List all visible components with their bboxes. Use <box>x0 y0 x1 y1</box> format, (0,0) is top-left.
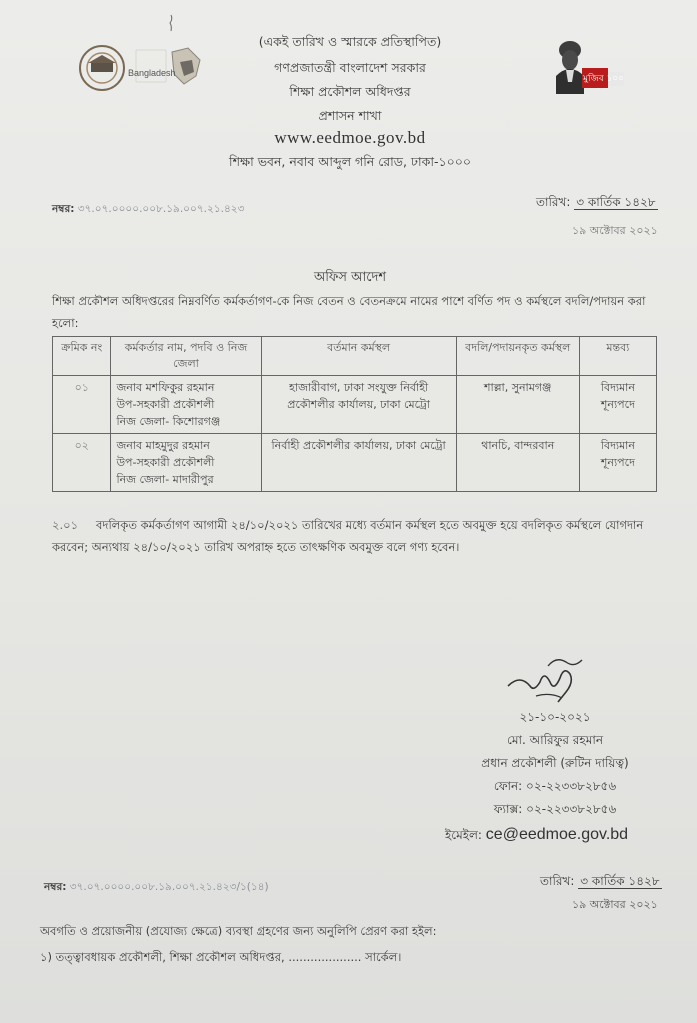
officer-name: জনাব মশফিকুর রহমান <box>116 381 215 394</box>
officer-name: জনাব মাহমুদুর রহমান <box>116 439 210 452</box>
website: www.eedmoe.gov.bd <box>274 128 426 147</box>
memo-date <box>536 194 658 214</box>
para-number: ২.০১ <box>52 518 79 532</box>
header-serial: ক্রমিক নং <box>53 337 111 376</box>
row-current: হাজারীবাগ, ঢাকা সংযুক্ত নির্বাহী প্রকৌশলীর কার্যালয়, ঢাকা মেট্রো <box>261 376 456 434</box>
header-current: বর্তমান কর্মস্থল <box>261 337 456 376</box>
signatory-fax: ফ্যাক্স: ০২-২২৩৩৮২৮৫৬ <box>493 802 617 816</box>
memo-number <box>52 202 244 219</box>
officer-designation: উপ-সহকারী প্রকৌশলী <box>116 456 215 469</box>
dept-name: শিক্ষা প্রকৌশল অধিদপ্তর <box>289 84 411 99</box>
row-officer <box>111 376 261 434</box>
copy-memo-number-value: ৩৭.০৭.০০০০.০০৮.১৯.০০৭.২১.৪২৩/১(১৪) <box>69 881 269 893</box>
joining-instruction <box>52 514 664 558</box>
office-address: শিক্ষা ভবন, নবাব আব্দুল গনি রোড, ঢাকা-১০০০ <box>229 154 471 169</box>
memo-date-english: ১৯ অক্টোবর ২০২১ <box>572 224 658 237</box>
signature-block <box>440 706 670 821</box>
row-serial: ০২ <box>53 434 111 492</box>
officer-district: নিজ জেলা- কিশোরগঞ্জ <box>116 415 221 428</box>
memo-number-value: ৩৭.০৭.০০০০.০০৮.১৯.০০৭.২১.৪২৩ <box>77 203 245 215</box>
signature-date: ২১-১০-২০২১ <box>519 710 591 724</box>
row-transfer: শাল্লা, সুনামগঞ্জ <box>456 376 579 434</box>
signatory-name: মো. আরিফুর রহমান <box>506 733 604 747</box>
copy-intro: অবগতি ও প্রয়োজনীয় (প্রযোজ্য ক্ষেত্রে) ব্যবস্থা গ্রহণের জন্য অনুলিপি প্রেরণ করা হইল: <box>40 924 437 938</box>
copy-memo-date-label: তারিখ: <box>540 874 575 888</box>
transfer-table <box>52 336 657 492</box>
ink-mark <box>168 14 174 32</box>
signatory-designation: প্রধান প্রকৌশলী (রুটিন দায়িত্ব) <box>481 756 629 770</box>
table-row <box>53 434 657 492</box>
copy-memo-date <box>540 873 662 893</box>
copy-memo-date-english: ১৯ অক্টোবর ২০২১ <box>572 898 658 911</box>
logo-caption: Bangladesh <box>128 68 176 78</box>
memo-date-bangla: ৩ কার্তিক ১৪২৮ <box>576 195 656 209</box>
memo-number-label: নম্বর: <box>52 203 75 215</box>
row-remark: বিদ্যমান শূন্যপদে <box>579 376 656 434</box>
table-row <box>53 376 657 434</box>
header-note: (একই তারিখ ও স্মারকে প্রতিস্থাপিত) <box>258 34 442 49</box>
header-remark: মন্তব্য <box>579 337 656 376</box>
row-officer <box>111 434 261 492</box>
para-text: বদলিকৃত কর্মকর্তাগণ আগামী ২৪/১০/২০২১ তারিখের মধ্যে বর্তমান কর্মস্থল হতে অবমুক্ত হয়ে বদলিকৃত কর্মস্থলে যোগদান করবেন; অন্যথায় ২৪/১০/২০২১ তারিখ অপরাহ্ন হতে তাৎক্ষণিক অবমুক্ত বলে গণ্য হবেন। <box>52 518 644 554</box>
row-serial: ০১ <box>53 376 111 434</box>
mujib100-text: মুজিব ১০০ <box>583 74 625 84</box>
signatory-email <box>445 826 675 847</box>
table-header-row <box>53 337 657 376</box>
row-transfer: থানচি, বান্দরবান <box>456 434 579 492</box>
officer-designation: উপ-সহকারী প্রকৌশলী <box>116 398 215 411</box>
header-transfer: বদলি/পদায়নকৃত কর্মস্থল <box>456 337 579 376</box>
branch-name: প্রশাসন শাখা <box>318 108 382 123</box>
officer-district: নিজ জেলা- মাদারীপুর <box>116 473 214 486</box>
left-logo <box>76 42 216 94</box>
row-current: নির্বাহী প্রকৌশলীর কার্যালয়, ঢাকা মেট্রো <box>261 434 456 492</box>
signature-image <box>500 652 590 708</box>
copy-memo-date-bangla: ৩ কার্তিক ১৪২৮ <box>580 874 660 888</box>
header-officer: কর্মকর্তার নাম, পদবি ও নিজ জেলা <box>111 337 261 376</box>
copy-memo-number-label: নম্বর: <box>44 881 67 893</box>
copy-item: ১) তত্ত্বাবধায়ক প্রকৌশলী, শিক্ষা প্রকৌশল অধিদপ্তর, .................... সার্কেল। <box>40 950 402 964</box>
order-intro: শিক্ষা প্রকৌশল অধিদপ্তরের নিম্নবর্ণিত কর্মকর্তাগণ-কে নিজ বেতন ও বেতনক্রমে নামের পাশে বর্ণিত পদ ও কর্মস্থলে বদলি/পদায়ন করা হলো: <box>52 294 646 330</box>
govt-name: গণপ্রজাতন্ত্রী বাংলাদেশ সরকার <box>274 60 426 75</box>
order-title: অফিস আদেশ <box>313 270 387 285</box>
email-label: ইমেইল: <box>445 828 482 842</box>
memo-date-label: তারিখ: <box>536 195 571 209</box>
mujib100-logo <box>548 36 628 96</box>
email-address: ce@eedmoe.gov.bd <box>485 826 629 843</box>
row-remark: বিদ্যমান শূন্যপদে <box>579 434 656 492</box>
copy-memo-number <box>44 880 269 897</box>
signatory-phone: ফোন: ০২-২২৩৩৮২৮৫৬ <box>493 779 617 793</box>
